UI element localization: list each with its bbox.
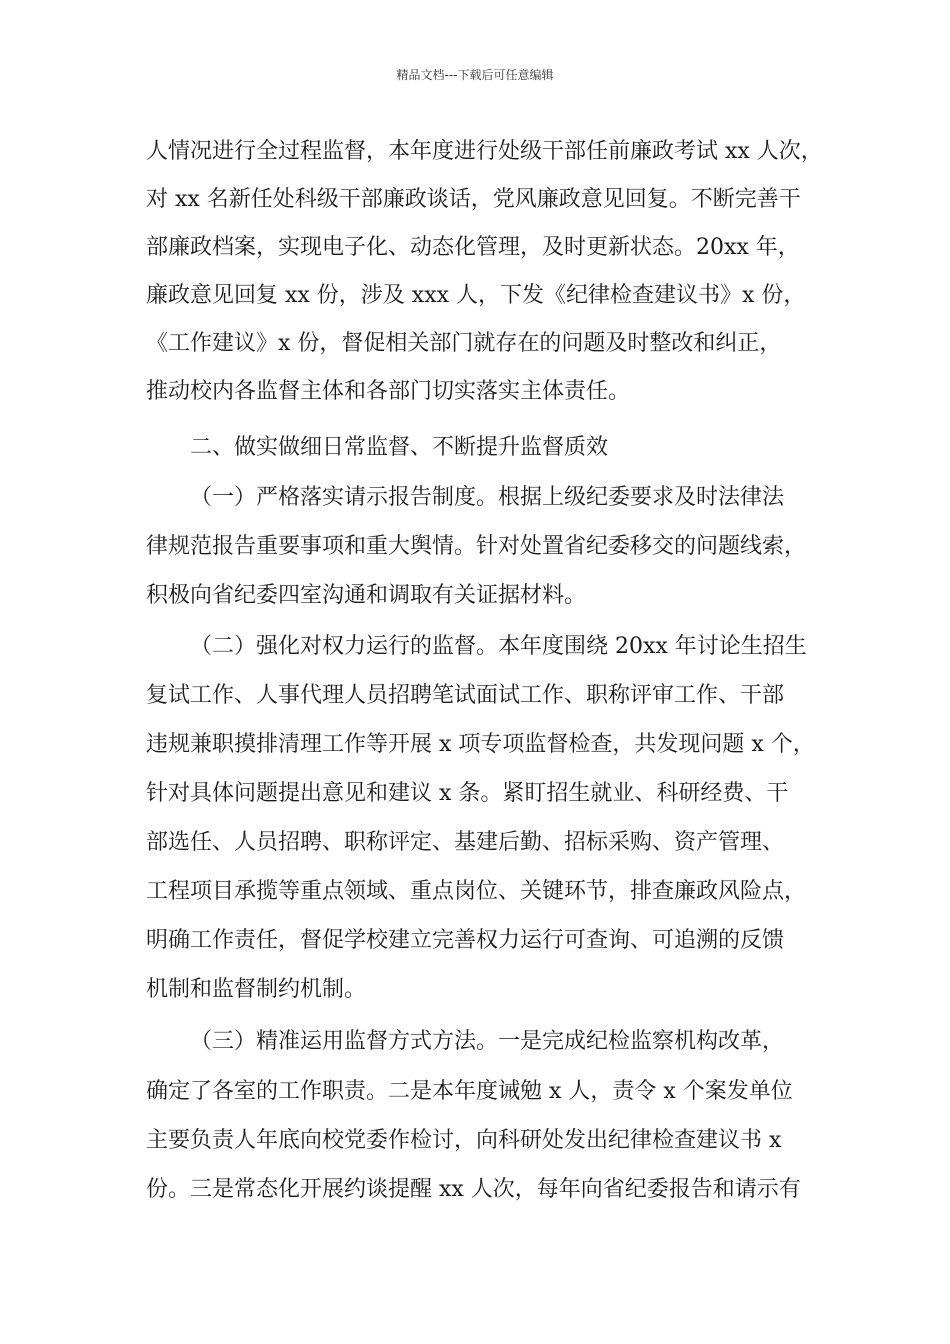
text-line: 确定了各室的工作职责。二是本年度诫勉 x 人，责令 x 个案发单位 — [146, 1079, 793, 1104]
text-line: 对 xx 名新任处科级干部廉政谈话，党风廉政意见回复。不断完善干 — [146, 187, 801, 212]
text-line: 部选任、人员招聘、职称评定、基建后勤、招标采购、资产管理、 — [146, 830, 785, 855]
text-line: 复试工作、人事代理人员招聘笔试面试工作、职称评审工作、干部 — [146, 683, 785, 708]
text-line: （一）严格落实请示报告制度。根据上级纪委要求及时法律法 — [190, 485, 785, 510]
text-line: 《工作建议》x 份，督促相关部门就存在的问题及时整改和纠正， — [146, 331, 782, 356]
text-line: 积极向省纪委四室沟通和调取有关证据材料。 — [146, 583, 587, 608]
text-line: 人情况进行全过程监督，本年度进行处级干部任前廉政考试 xx 人次， — [146, 139, 823, 164]
text-line: （二）强化对权力运行的监督。本年度围绕 20xx 年讨论生招生 — [190, 634, 807, 659]
text-line: 违规兼职摸排清理工作等开展 x 项专项监督检查，共发现问题 x 个， — [146, 732, 815, 757]
text-line: 主要负责人年底向校党委作检讨，向科研处发出纪律检查建议书 x — [146, 1128, 782, 1153]
text-line: 推动校内各监督主体和各部门切实落实主体责任。 — [146, 379, 631, 404]
text-line: 机制和监督制约机制。 — [146, 977, 367, 1002]
text-line: 针对具体问题提出意见和建议 x 条。紧盯招生就业、科研经费、干 — [146, 781, 789, 806]
text-line: （三）精准运用监督方式方法。一是完成纪检监察机构改革， — [190, 1029, 785, 1054]
page-header: 精品文档---下载后可任意编辑 — [396, 68, 554, 82]
text-line: 律规范报告重要事项和重大舆情。针对处置省纪委移交的问题线索， — [146, 534, 807, 559]
text-line: 明确工作责任，督促学校建立完善权力运行可查询、可追溯的反馈 — [146, 928, 785, 953]
text-line: 廉政意见回复 xx 份，涉及 xxx 人，下发《纪律检查建议书》x 份， — [146, 283, 806, 308]
section-heading: 二、做实做细日常监督、不断提升监督质效 — [190, 435, 609, 460]
text-line: 份。三是常态化开展约谈提醒 xx 人次，每年向省纪委报告和请示有 — [146, 1177, 801, 1202]
text-line: 工程项目承揽等重点领域、重点岗位、关键环节，排查廉政风险点， — [146, 879, 807, 904]
text-line: 部廉政档案，实现电子化、动态化管理，及时更新状态。20xx 年， — [146, 235, 800, 260]
